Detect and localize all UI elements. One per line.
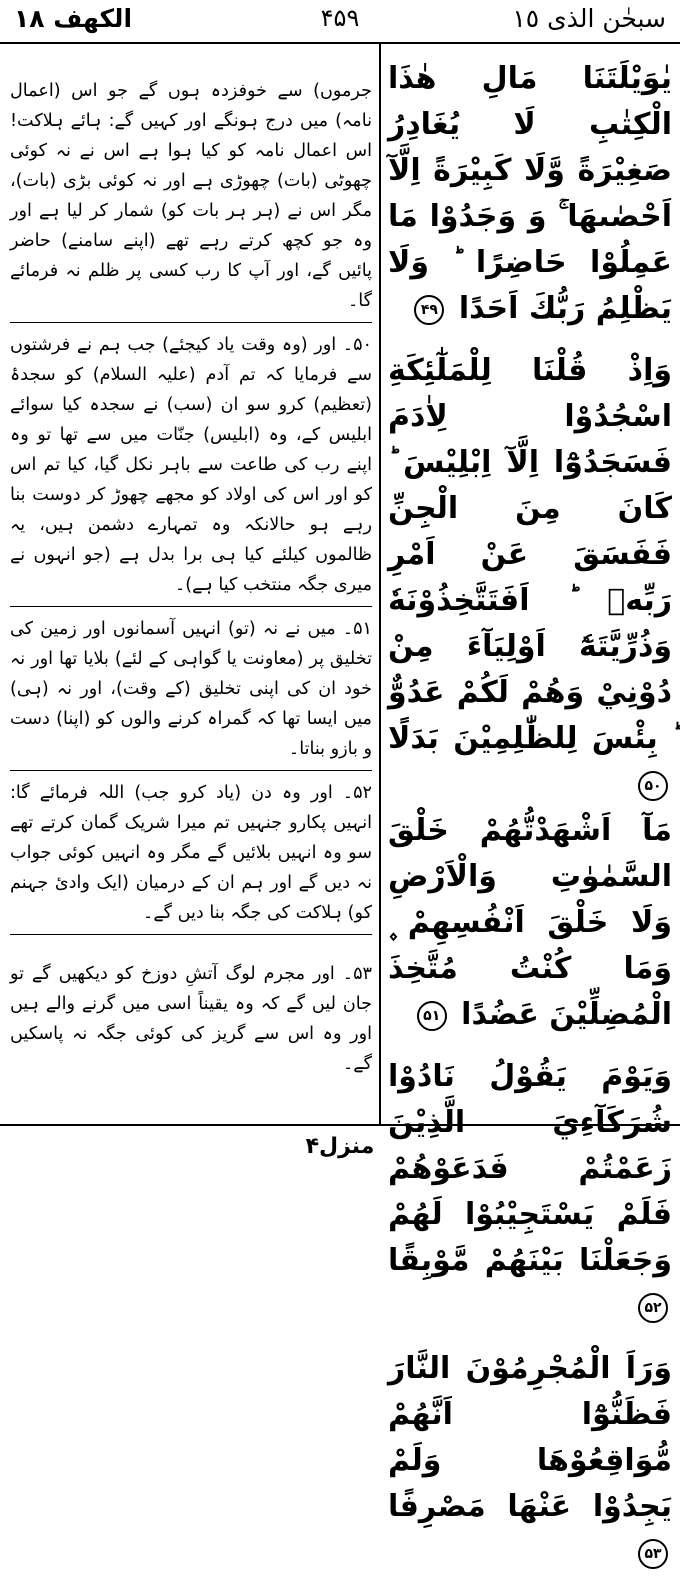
arabic-text-column bbox=[388, 56, 672, 1576]
verse-50 bbox=[388, 348, 672, 808]
verse-51-number: ۵۱ bbox=[417, 1001, 447, 1031]
paragraph-divider bbox=[10, 934, 372, 935]
translation-51: ۵۱۔ میں نے نہ (تو) انہیں آسمانوں اور زمین کی تخلیق پر (معاونت یا گواہی کے لئے) بلایا تھا اور نہ خود ان کی اپنی تخلیق (کے وقت)، اور نہ (ہی) میں ایسا تھا کہ گمراہ کرنے والوں کو (اپنا) دست و بازو بناتا۔ bbox=[10, 619, 372, 759]
verse-51-text: مَآ اَشْهَدْتُّهُمْ خَلْقَ السَّمٰوٰتِ وَالْاَرْضِ وَلَا خَلْقَ اَنْفُسِهِمْ ۪ وَمَا كُنْتُ مُتَّخِذَ الْمُضِلِّيْنَ عَضُدًا bbox=[388, 813, 672, 1032]
verse-53-number: ۵۳ bbox=[638, 1539, 668, 1569]
translation-50: ۵۰۔ اور (وہ وقت یاد کیجئے) جب ہم نے فرشتوں سے فرمایا کہ تم آدم (علیہ السلام) کو سجدۂ (تعظیم) کرو سو ان (سب) نے سجدہ کیا سوائے ابلیس کے، وہ (ابلیس) جنّات میں سے تھا تو وہ اپنے رب کی طاعت سے باہر نکل گیا، کیا تم اس کو اور اس کی اولاد کو مجھے چھوڑ کر دوست بنا رہے ہو حالانکہ وہ تمہارے دشمن ہیں، یہ ظالموں کیلئے کیا ہی برا بدل ہے (جو انہوں نے میری جگہ منتخب کیا ہے)۔ bbox=[10, 335, 372, 595]
verse-52-text: وَيَوْمَ يَقُوْلُ نَادُوْا شُرَكَآءِيَ الَّذِيْنَ زَعَمْتُمْ فَدَعَوْهُمْ فَلَمْ يَسْتَجِيْبُوْا لَهُمْ وَجَعَلْنَا بَيْنَهُمْ مَّوْبِقًا bbox=[388, 1059, 672, 1278]
verse-52-number: ۵۲ bbox=[638, 1293, 668, 1323]
verse-53 bbox=[388, 1346, 672, 1576]
page-footer bbox=[0, 1124, 680, 1171]
paragraph-divider bbox=[10, 770, 372, 771]
verse-49-number: ۴۹ bbox=[414, 295, 444, 325]
manzil-label: منزل۴ bbox=[305, 1134, 375, 1159]
para-name: سبحٰن الذی ١٥ bbox=[512, 4, 666, 33]
verse-50-text: وَاِذْ قُلْنَا لِلْمَلٰٓئِكَةِ اسْجُدُوْا لِاٰدَمَ فَسَجَدُوْٓا اِلَّآ اِبْلِيْسَ ؕ كَانَ مِنَ الْجِنِّ فَفَسَقَ عَنْ اَمْرِ رَبِّهٖ ؕ اَفَتَتَّخِذُوْنَهٗ وَذُرِّيَّتَهٗٓ اَوْلِيَآءَ مِنْ دُوْنِيْ وَهُمْ لَكُمْ عَدُوٌّ ؕ بِئْسَ لِلظّٰلِمِيْنَ بَدَلًا bbox=[388, 353, 672, 756]
verse-53-text: وَرَاَ الْمُجْرِمُوْنَ النَّارَ فَظَنُّوْٓا اَنَّهُمْ مُّوَاقِعُوْهَا وَلَمْ يَجِدُوْا عَنْهَا مَصْرِفًا bbox=[388, 1351, 672, 1524]
verse-51 bbox=[388, 808, 672, 1038]
urdu-translation-column bbox=[10, 76, 372, 1079]
translation-53: ۵۳۔ اور مجرم لوگ آتشِ دوزخ کو دیکھیں گے تو جان لیں گے کہ وہ یقیناً اسی میں گرنے والے ہیں اور وہ اس سے گریز کی کوئی جگہ نہ پاسکیں گے۔ bbox=[10, 964, 372, 1074]
surah-name: الکھف ١٨ bbox=[14, 4, 133, 33]
verse-49 bbox=[388, 56, 672, 332]
verse-52 bbox=[388, 1054, 672, 1330]
column-divider bbox=[379, 44, 381, 1124]
translation-52: ۵۲۔ اور وہ دن (یاد کرو جب) اللہ فرمائے گا: انہیں پکارو جنہیں تم میرا شریک گمان کرتے تھے سو وہ انہیں بلائیں گے مگر وہ انہیں کوئی جواب نہ دیں گے اور ہم ان کے درمیان (ایک وادئ جہنم کو) ہلاکت کی جگہ بنا دیں گے۔ bbox=[10, 783, 372, 923]
paragraph-divider bbox=[10, 606, 372, 607]
paragraph-divider bbox=[10, 322, 372, 323]
translation-49: جرموں) سے خوفزدہ ہوں گے جو اس (اعمال نامہ) میں درج ہونگے اور کہیں گے: ہائے ہلاکت! اس اعمال نامہ کو کیا ہوا ہے اس نے نہ کوئی چھوٹی (بات) چھوڑی ہے اور نہ کوئی بڑی (بات)، مگر اس نے (ہر ہر بات کو) شمار کر لیا ہے اور وہ جو کچھ کرتے رہے تھے (اپنے سامنے) حاضر پائیں گے، اور آپ کا رب کسی پر ظلم نہ فرمائے گا۔ bbox=[10, 81, 372, 311]
page-number: ۴۵۹ bbox=[320, 4, 360, 32]
page-header bbox=[0, 0, 680, 44]
verse-49-text: يٰوَيْلَتَنَا مَالِ هٰذَا الْكِتٰبِ لَا يُغَادِرُ صَغِيْرَةً وَّلَا كَبِيْرَةً اِلَّآ اَحْصٰىهَا ۚ وَ وَجَدُوْا مَا عَمِلُوْا حَاضِرًا ؕ وَلَا يَظْلِمُ رَبُّكَ اَحَدًا bbox=[388, 61, 672, 326]
verse-50-number: ۵۰ bbox=[638, 771, 668, 801]
